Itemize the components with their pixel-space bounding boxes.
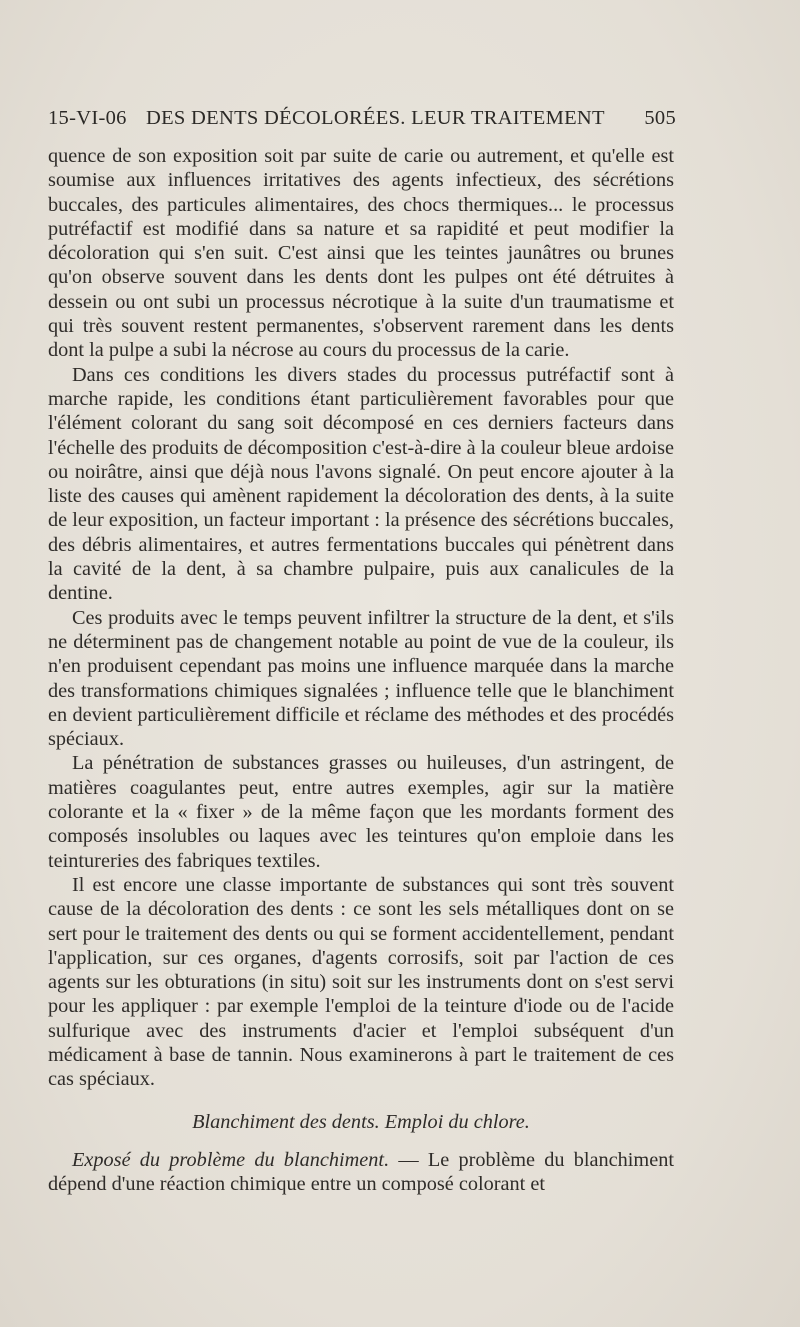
paragraph-5: Il est encore une classe importante de substances qui sont très souvent cause de la décoloration des dents : ce sont les sels métalliques dont on se sert pour le traitement des dents ou qui se forment accidentellement, pendant l'application, sur ces organes, d'agents corrosifs, soit par l'action de ces agents sur les obturations (in situ) soit sur les instruments dont on s'est servi pour les appliquer : par exemple l'emploi de la teinture d'iode ou de l'acide sulfurique avec des instruments d'acier et l'emploi subséquent d'un médicament à base de tannin. Nous examinerons à part le traitement de ces cas spéciaux.	[48, 873, 674, 1091]
paragraph-3: Ces produits avec le temps peuvent infiltrer la structure de la dent, et s'ils ne déterminent pas de changement notable au point de vue de la couleur, ils n'en produisent cependant pas moins une influence marquée dans la marche des transformations chimiques signalées ; influence telle que le blanchiment en devient particulièrement difficile et réclame des méthodes et des procédés spéciaux.	[48, 606, 674, 751]
paragraph-6-text: — Le problème du blanchiment dépend d'une réaction chimique entre un composé colorant et	[48, 1148, 674, 1196]
paragraph-2: Dans ces conditions les divers stades du processus putréfactif sont à marche rapide, les conditions étant particulièrement favorables pour que l'élément colorant du sang soit décomposé en ces derniers facteurs dans l'échelle des produits de décomposition c'est-à-dire à la couleur bleue ardoise ou noirâtre, ainsi que déjà nous l'avons signalé. On peut encore ajouter à la liste des causes qui amènent rapidement la décoloration des dents, à la suite de leur exposition, un facteur important : la présence des sécrétions buccales, des débris alimentaires, et autres fermentations buccales qui pénètrent dans la cavité de la dent, à sa chambre pulpaire, puis aux canalicules de la dentine.	[48, 363, 674, 605]
paragraph-1: quence de son exposition soit par suite de carie ou autrement, et qu'elle est soumise aux influences irritatives des agents infectieux, des sécrétions buccales, des particules alimentaires, des chocs thermiques... le processus putréfactif est modifié dans sa nature et sa rapidité et peut modifier la décoloration qui s'en suit. C'est ainsi que les teintes jaunâtres ou brunes qu'on observe souvent dans les dents dont les pulpes ont été détruites à dessein ou ont subi un processus nécrotique à la suite d'un traumatisme et qui très souvent restent permanentes, s'observent rarement dans les dents dont la pulpe a subi la nécrose au cours du processus de la carie.	[48, 145, 674, 362]
paragraph-4: La pénétration de substances grasses ou huileuses, d'un astringent, de matières coagulantes peut, entre autres exemples, agir sur la matière colorante et la « fixer » de la même façon que les mordants forment des composés insolubles ou laques avec les teintures qu'on emploie dans les teintureries des fabriques textiles.	[48, 752, 674, 872]
paragraph-6	[48, 1148, 674, 1197]
running-title: DES DENTS DÉCOLORÉES. LEUR TRAITEMENT	[146, 107, 605, 129]
run-in-heading: Exposé du problème du blanchiment.	[72, 1148, 390, 1171]
running-header	[48, 107, 676, 137]
page-number: 505	[644, 107, 676, 129]
body-text	[48, 144, 674, 1196]
issue-date: 15-VI-06	[48, 107, 127, 129]
section-heading: Blanchiment des dents. Emploi du chlore.	[192, 1110, 530, 1133]
